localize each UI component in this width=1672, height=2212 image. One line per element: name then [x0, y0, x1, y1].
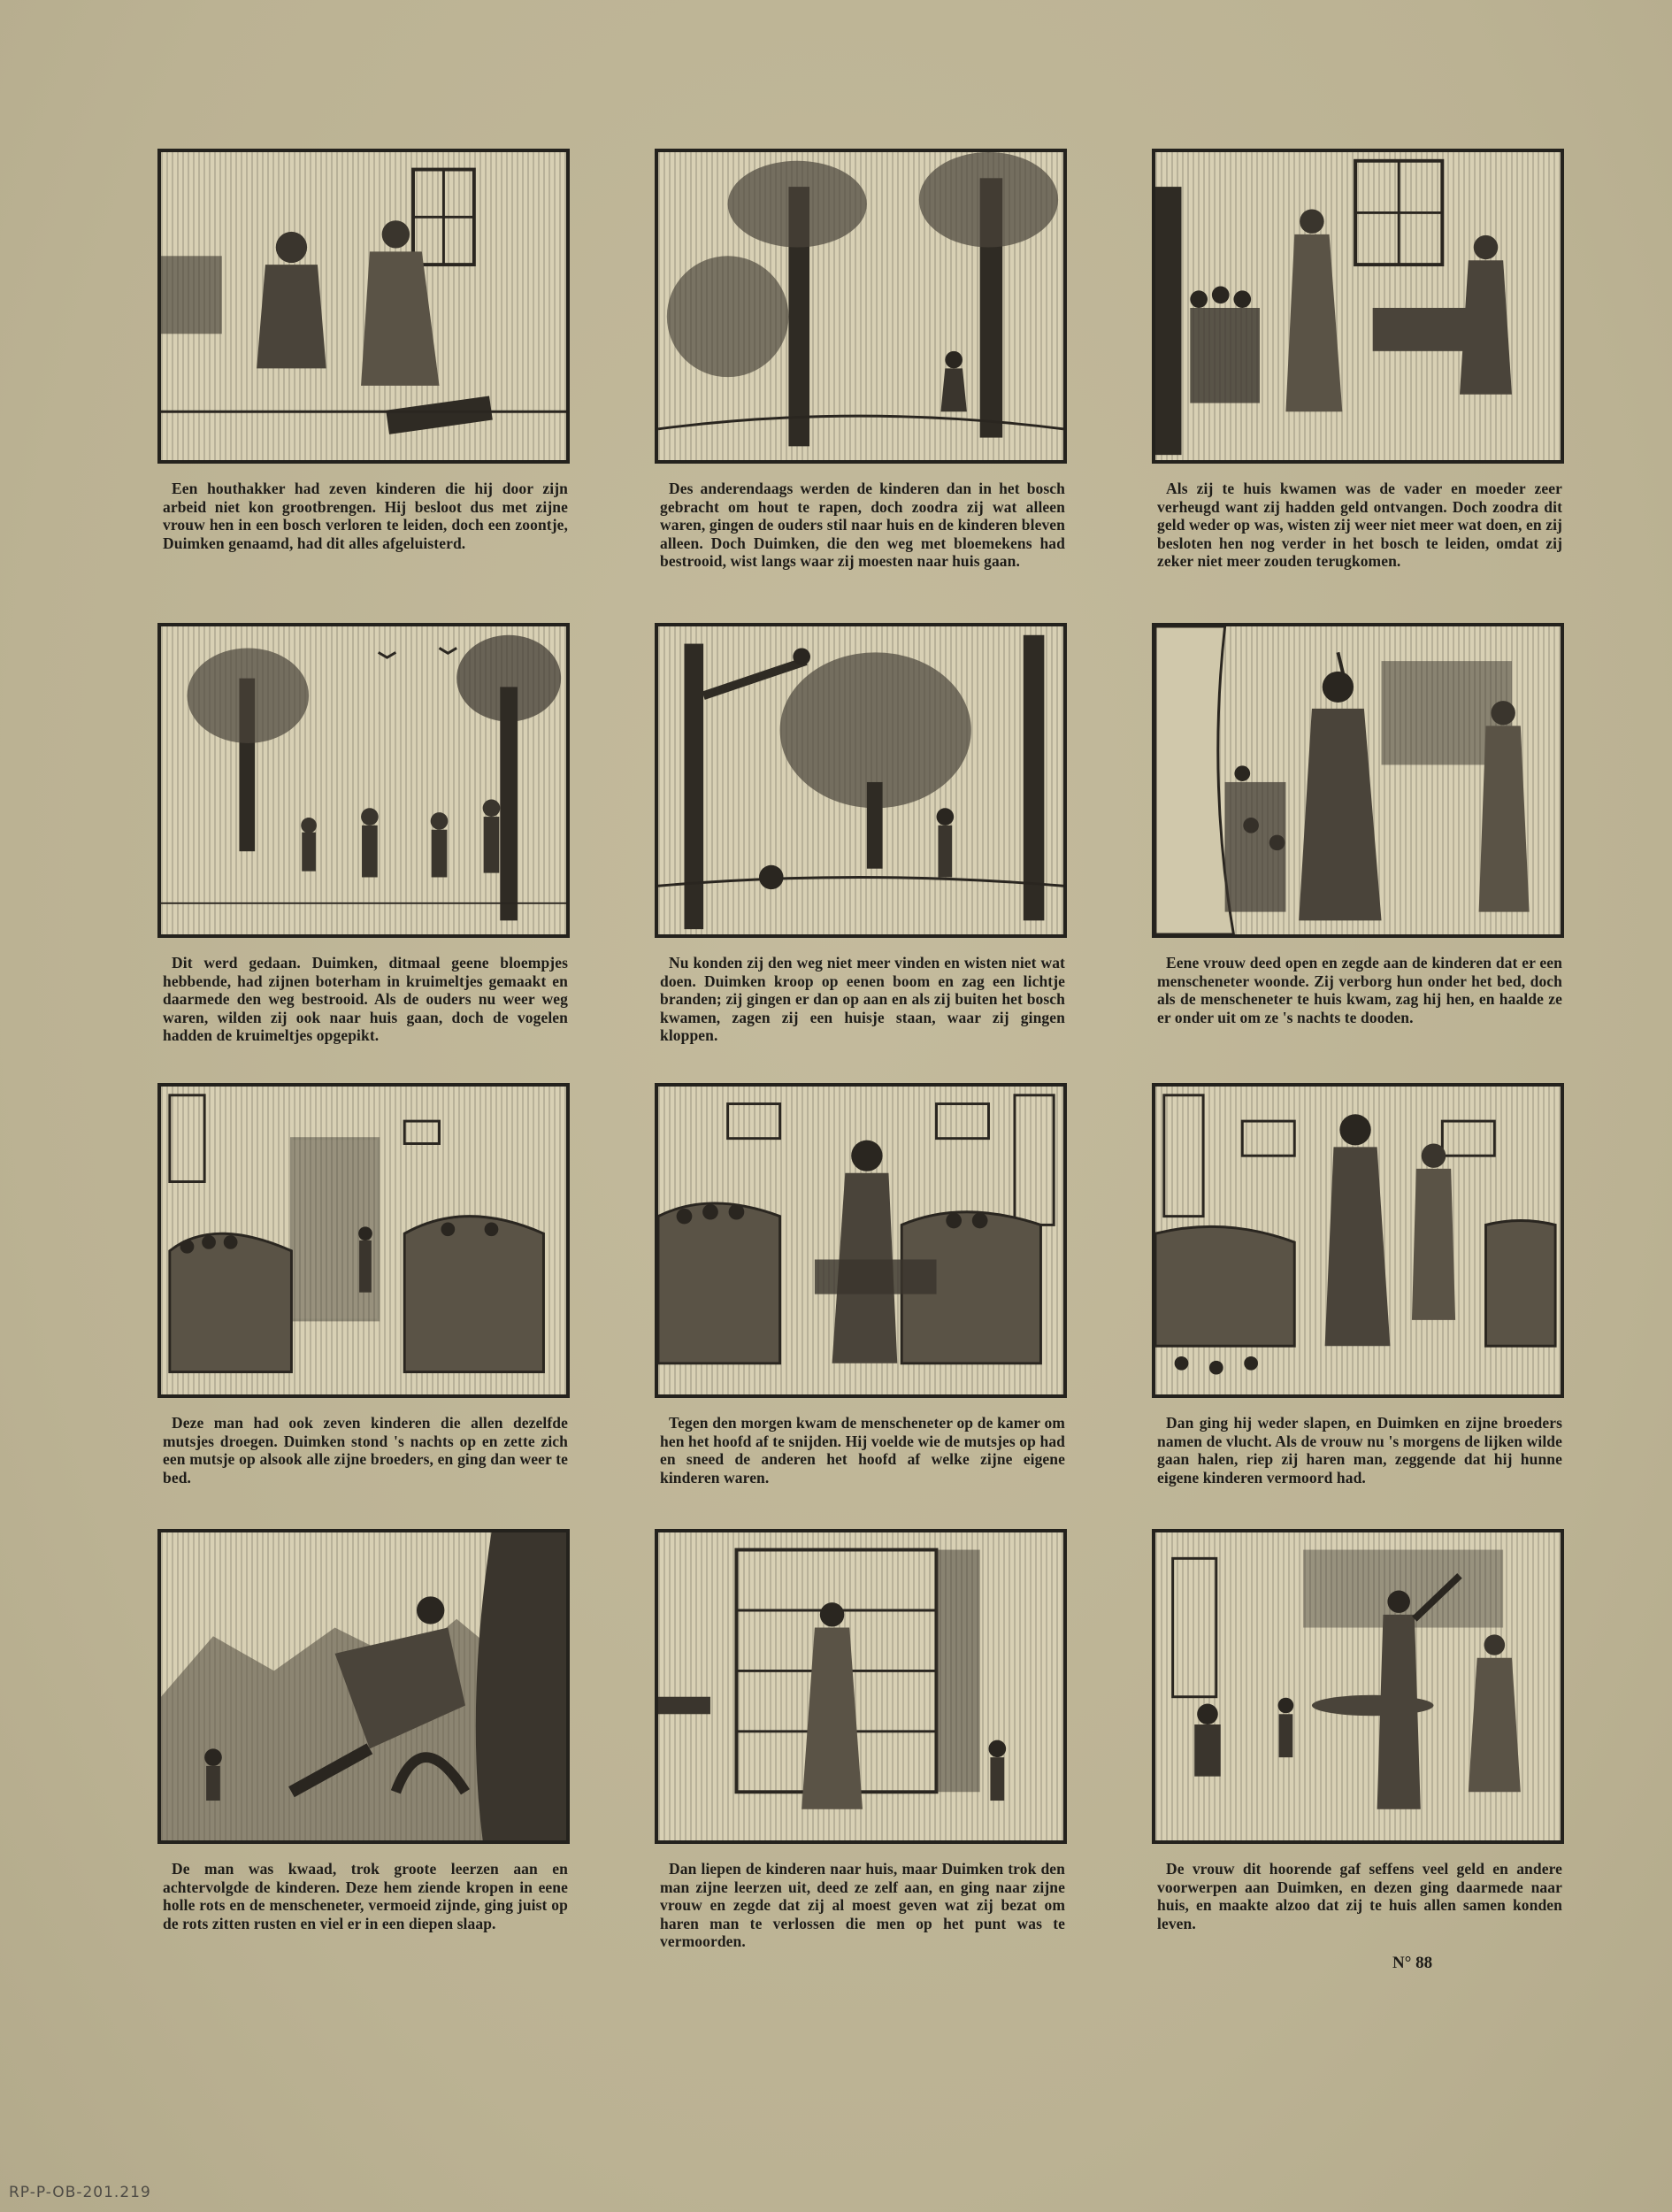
woodcut-image [157, 1083, 570, 1398]
woodcut-image [655, 1529, 1067, 1844]
scene-4 [157, 623, 573, 1083]
scene-6 [1152, 623, 1568, 1083]
scene-caption: De vrouw dit hoorende gaf seffens veel geld en andere voorwerpen aan Duimken, en dezen ging daarmede naar huis, en maakte alzoo dat zij te huis allen samen konden leven. [1157, 1860, 1562, 1932]
sheet-number: N° 88 [1392, 1954, 1433, 1972]
scene-11 [655, 1529, 1070, 2024]
woodcut-image [157, 1529, 570, 1844]
woodcut-image [1152, 1083, 1564, 1398]
woodcut-image [655, 1083, 1067, 1398]
woodcut-image [1152, 623, 1564, 938]
woodcut-image [157, 623, 570, 938]
scene-8 [655, 1083, 1070, 1529]
scene-caption: Als zij te huis kwamen was de vader en moeder zeer verheugd want zij hadden geld ontvangen. Doch zoodra dit geld weder op was, wisten zij weer niet meer wat doen, en zij besloten hen nog verder in het bosch te leiden, omdat zij zeker niet meer zouden terugkomen. [1157, 480, 1562, 570]
scene-caption: Dan ging hij weder slapen, en Duimken en zijne broeders namen de vlucht. Als de vrouw nu 's morgens de lijken wilde gaan halen, riep zij haren man, zeggende dat hij hunne eigene kinderen vermoord had. [1157, 1414, 1562, 1486]
woodcut-image [1152, 1529, 1564, 1844]
woodcut-image [1152, 149, 1564, 464]
scene-caption: Deze man had ook zeven kinderen die allen dezelfde mutsjes droegen. Duimken stond 's nachts op en zette zich een mutsje op alsook alle zijne broeders, en ging dan weer te bed. [163, 1414, 568, 1486]
scene-caption: De man was kwaad, trok groote leerzen aan en achtervolgde de kinderen. Deze hem ziende kropen in eene holle rots en de menscheneter, vermoeid zijnde, ging juist op de rots zitten rusten en viel er in een diepen slaap. [163, 1860, 568, 1932]
scene-7 [157, 1083, 573, 1529]
scene-caption: Eene vrouw deed open en zegde aan de kinderen dat er een menscheneter woonde. Zij verborg hun onder het bed, doch als de menscheneter te huis kwam, zag hij hen, en haalde ze er onder uit om ze 's nachts te dooden. [1157, 954, 1562, 1026]
scene-3 [1152, 149, 1568, 623]
woodcut-image [655, 623, 1067, 938]
scene-grid [157, 149, 1568, 2024]
scene-caption: Des anderendaags werden de kinderen dan in het bosch gebracht om hout te rapen, doch zoodra zij wat alleen waren, gingen de ouders stil naar huis en de kinderen bleven alleen. Doch Duimken, die den weg met bloemekens had bestrooid, wist langs waar zij moesten naar huis gaan. [660, 480, 1065, 570]
scene-2 [655, 149, 1070, 623]
scene-1 [157, 149, 573, 623]
scene-5 [655, 623, 1070, 1083]
woodcut-image [655, 149, 1067, 464]
scene-caption: Dan liepen de kinderen naar huis, maar Duimken trok den man zijne leerzen uit, deed ze zelf aan, en ging naar zijne vrouw en zegde dat zij al moest geven wat zij bezat om haren man te verlossen die men op het punt was te vermoorden. [660, 1860, 1065, 1950]
scene-9 [1152, 1083, 1568, 1529]
woodcut-image [157, 149, 570, 464]
scene-caption: Tegen den morgen kwam de menscheneter op de kamer om hen het hoofd af te snijden. Hij voelde wie de mutsjes op had en sneed de anderen het hoofd af welke zijne eigene kinderen waren. [660, 1414, 1065, 1486]
inventory-number: RP-P-OB-201.219 [9, 2184, 151, 2201]
scene-caption: Een houthakker had zeven kinderen die hij door zijn arbeid niet kon grootbrengen. Hij besloot dus met zijne vrouw hen in een bosch verloren te leiden, doch een zoontje, Duimken genaamd, had dit alles afgeluisterd. [163, 480, 568, 552]
scene-12 [1152, 1529, 1568, 2024]
scene-10 [157, 1529, 573, 2024]
scene-caption: Nu konden zij den weg niet meer vinden en wisten niet wat doen. Duimken kroop op eenen boom en zag een lichtje branden; zij gingen er dan op aan en als zij buiten het bosch kwamen, zagen zij een huisje staan, waar zij gingen kloppen. [660, 954, 1065, 1044]
scene-caption: Dit werd gedaan. Duimken, ditmaal geene bloempjes hebbende, had zijnen boterham in kruimeltjes gemaakt en daarmede den weg bestrooid. Als de ouders nu weer weg waren, wilden zij ook naar huis gaan, doch de vogelen hadden de kruimeltjes opgepikt. [163, 954, 568, 1044]
